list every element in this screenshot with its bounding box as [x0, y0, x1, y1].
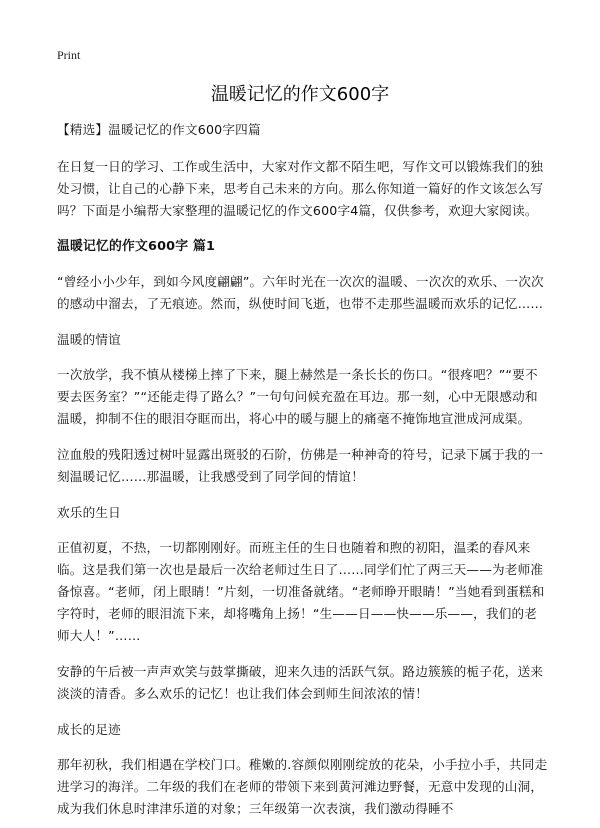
intro-paragraph: 在日复一日的学习、工作或生活中，大家对作文都不陌生吧，写作文可以锻炼我们的独处习惯，让自己的心静下来，思考自己未来的方向。那么你知道一篇好的作文该怎么写吗？下面是小编帮大家整理的温暖记忆的作文600字4篇，仅供参考，欢迎大家阅读。 — [57, 159, 544, 218]
page-title: 温暖记忆的作文600字 — [210, 84, 390, 105]
article-heading: 温暖记忆的作文600字 篇1 — [57, 239, 216, 254]
section2-paragraph-2: 安静的午后被一声声欢笑与鼓掌撕破，迎来久违的活跃气氛。路边簇簇的栀子花，送来淡淡的清香。多么欢乐的记忆！也让我们体会到师生间浓浓的情！ — [57, 664, 544, 701]
section-title-warm-friendship: 温暖的情谊 — [57, 332, 121, 347]
opening-paragraph: “曾经小小少年，到如今风度翩翩”。六年时光在一次次的温暖、一次次的欢乐、一次次的感动中溜去，了无痕迹。然而，纵使时间飞逝，也带不走那些温暖而欢乐的记忆…… — [57, 274, 544, 311]
featured-line: 【精选】温暖记忆的作文600字四篇 — [57, 122, 261, 137]
print-label: Print — [57, 48, 81, 62]
article-body — [57, 119, 549, 828]
section-title-growth-footprints: 成长的足迹 — [57, 722, 121, 737]
section1-paragraph-2: 泣血般的残阳透过树叶显露出斑驳的石阶，仿佛是一种神奇的符号，记录下属于我的一刻温暖记忆……那温暖，让我感受到了同学间的情谊！ — [57, 447, 544, 484]
section2-paragraph-1: 正值初夏，不热，一切都刚刚好。而班主任的生日也随着和煦的初阳，温柔的春风来临。这是我们第一次也是最后一次给老师过生日了……同学们忙了两三天——为老师准备惊喜。“老师，闭上眼睛！”片刻，一切准备就绪。“老师睁开眼睛！”当她看到蛋糕和字符时，老师的眼泪流下来，却将嘴角上扬！“生——日——快——乐——，我们的老师大人！”…… — [57, 540, 545, 643]
section3-paragraph-1: 那年初秋，我们相遇在学校门口。稚嫩的.容颜似刚刚绽放的花朵，小手拉小手，共同走进学习的海洋。二年级的我们在老师的带领下来到黄河滩边野餐，无意中发现的山洞，成为我们休息时津津乐道的对象；三年级第一次表演，我们激动得睡不 — [57, 757, 548, 816]
section-title-happy-birthday: 欢乐的生日 — [57, 505, 121, 520]
section1-paragraph-1: 一次放学，我不慎从楼梯上摔了下来，腿上赫然是一条长长的伤口。“很疼吧？”“要不要去医务室？”“还能走得了路么？”一句句问候充盈在耳边。那一刻，心中无限感动和温暖，抑制不住的眼泪夺眶而出，将心中的暖与腿上的痛毫不掩饰地宣泄成河成渠。 — [57, 367, 538, 426]
